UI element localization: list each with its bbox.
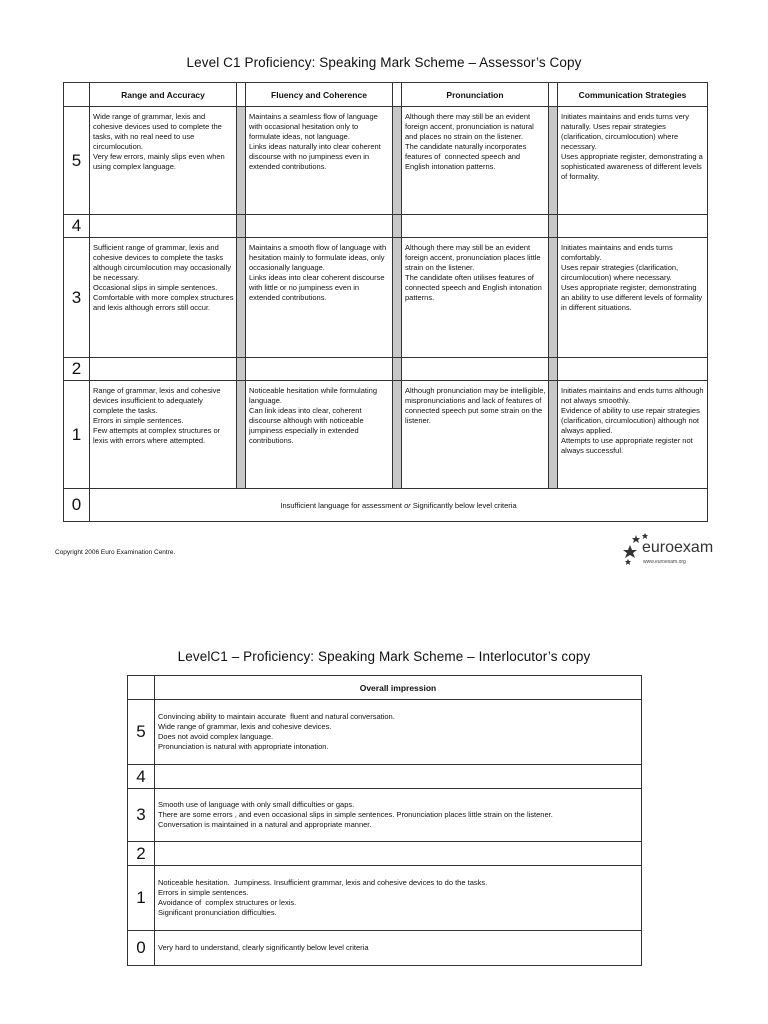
header-overall-impression: Overall impression <box>155 676 642 700</box>
score-label: 4 <box>64 215 90 238</box>
header-pronunciation: Pronunciation <box>402 83 549 107</box>
header-row <box>64 83 708 107</box>
pronunciation-1: Although pronunciation may be intelligible, mispronunciations and lack of features of connected speech put some strain on the listener. <box>402 381 549 489</box>
score-label: 0 <box>64 489 90 522</box>
overall-impression-1: Noticeable hesitation. Jumpiness. Insufficient grammar, lexis and cohesive devices to do the tasks. Errors in simple sentences. Avoidance of complex structures or lexis. Significant pronunciation difficulties. <box>155 866 642 931</box>
score-label: 4 <box>128 765 155 789</box>
logo-brand: euroexam <box>642 539 714 556</box>
overall-impression-3: Smooth use of language with only small difficulties or gaps. There are some errors , and even occasional slips in simple sentences. Pronunciation places little strain on the listener. Conversation is maintained in a natural and appropriate manner. <box>155 789 642 842</box>
score-label: 0 <box>128 931 155 966</box>
range-accuracy-1: Range of grammar, lexis and cohesive devices insufficient to adequately complete the tasks. Errors in simple sentences. Few attempts at complex structures or lexis with errors where attempted. <box>90 381 237 489</box>
score-label: 3 <box>128 789 155 842</box>
assessor-title: Level C1 Proficiency: Speaking Mark Scheme – Assessor’s Copy <box>186 55 582 70</box>
copyright-text: Copyright 2006 Euro Examination Centre. <box>55 549 176 556</box>
score-row-1 <box>128 866 642 931</box>
fluency-coherence-3: Maintains a smooth flow of language with hesitation mainly to formulate ideas, only occasionally language. Links ideas into clear coherent discourse with little or no jumpiness even in extended contributions. <box>246 238 393 358</box>
range-accuracy-3: Sufficient range of grammar, lexis and cohesive devices to complete the tasks although circumlocution may occasionally be necessary. Occasional slips in simple sentences. Comfortable with more complex structures and lexis although errors still occur. <box>90 238 237 358</box>
score-row-3 <box>128 789 642 842</box>
score-row-3 <box>64 238 708 358</box>
score-header <box>64 83 90 107</box>
fluency-coherence-5: Maintains a seamless flow of language with occasional hesitation only to formulate ideas, not language. Links ideas naturally into clear coherent discourse with no jumpiness even in extended contributions. <box>246 107 393 215</box>
score-row-0 <box>128 931 642 966</box>
pronunciation-5: Although there may still be an evident foreign accent, pronunciation is natural and places no strain on the listener. The candidate naturally incorporates features of connected speech and English intonation patterns. <box>402 107 549 215</box>
score-label: 1 <box>128 866 155 931</box>
euroexam-logo <box>620 531 720 571</box>
score-label: 5 <box>128 700 155 765</box>
score-row-4 <box>128 765 642 789</box>
header-fluency-coherence: Fluency and Coherence <box>246 83 393 107</box>
score-row-5 <box>128 700 642 765</box>
score-row-2 <box>128 842 642 866</box>
score-label: 3 <box>64 238 90 358</box>
logo-url: www.euroexam.org <box>643 559 686 565</box>
score-row-4 <box>64 215 708 238</box>
pronunciation-3: Although there may still be an evident foreign accent, pronunciation places little strain on the listener. The candidate often utilises features of connected speech and English intonation patterns. <box>402 238 549 358</box>
communication-strategies-1: Initiates maintains and ends turns although not always smoothly. Evidence of ability to use repair strategies (clarification, circumlocution) although not always applied. Attempts to use appropriate register not always successful. <box>558 381 708 489</box>
communication-strategies-5: Initiates maintains and ends turns very naturally. Uses repair strategies (clarification, circumlocution) where necessary. Uses appropriate register, demonstrating a sophisticated awareness of different levels of formality. <box>558 107 708 215</box>
insufficient-language-text: Insufficient language for assessment or Significantly below level criteria <box>90 489 708 522</box>
header-range-accuracy: Range and Accuracy <box>90 83 237 107</box>
score-row-2 <box>64 358 708 381</box>
overall-impression-0: Very hard to understand, clearly significantly below level criteria <box>155 931 642 966</box>
header-communication-strategies: Communication Strategies <box>558 83 708 107</box>
communication-strategies-3: Initiates maintains and ends turns comfortably. Uses repair strategies (clarification, circumlocution) where necessary. Uses appropriate register, demonstrating an ability to use different levels of formality in different situations. <box>558 238 708 358</box>
score-label: 5 <box>64 107 90 215</box>
assessor-mark-scheme-table <box>63 82 708 522</box>
overall-impression-5: Convincing ability to maintain accurate fluent and natural conversation. Wide range of grammar, lexis and cohesive devices. Does not avoid complex language. Pronunciation is natural with appropriate intonation. <box>155 700 642 765</box>
score-row-0 <box>64 489 708 522</box>
score-row-1 <box>64 381 708 489</box>
header-row <box>128 676 642 700</box>
score-label: 2 <box>128 842 155 866</box>
interlocutor-title: LevelC1 – Proficiency: Speaking Mark Scheme – Interlocutor’s copy <box>177 649 591 664</box>
range-accuracy-5: Wide range of grammar, lexis and cohesive devices used to complete the tasks, with no real need to use circumlocution. Very few errors, mainly slips even when using complex language. <box>90 107 237 215</box>
score-label: 2 <box>64 358 90 381</box>
score-label: 1 <box>64 381 90 489</box>
interlocutor-mark-scheme-table <box>127 675 642 966</box>
fluency-coherence-1: Noticeable hesitation while formulating language. Can link ideas into clear, coherent discourse although with noticeable jumpiness especially in extended contributions. <box>246 381 393 489</box>
score-row-5 <box>64 107 708 215</box>
